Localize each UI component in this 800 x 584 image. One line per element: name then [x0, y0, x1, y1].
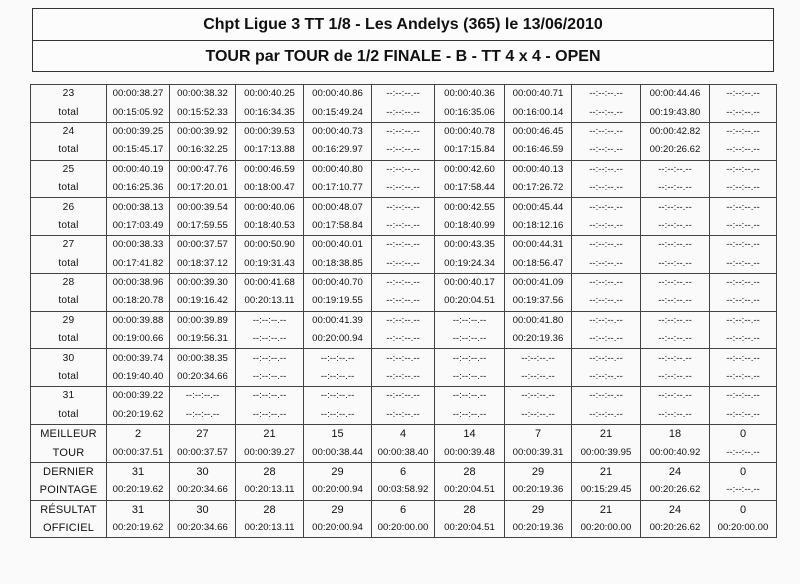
time-cell: 00:00:50.90 — [236, 236, 304, 255]
value-cell: 29 — [304, 500, 372, 519]
time-cell: 00:00:39.30 — [170, 273, 236, 292]
time-cell: 00:20:04.51 — [435, 481, 505, 500]
lap-total-row — [31, 103, 777, 122]
time-cell: --:--:--.-- — [572, 255, 641, 274]
time-cell: 00:20:19.62 — [107, 519, 170, 538]
time-cell: --:--:--.-- — [710, 255, 777, 274]
time-cell: --:--:--.-- — [505, 387, 572, 406]
time-cell: 00:20:04.51 — [435, 519, 505, 538]
time-cell: 00:17:26.72 — [505, 179, 572, 198]
time-cell: 00:00:39.54 — [170, 198, 236, 217]
time-cell: --:--:--.-- — [372, 85, 435, 104]
time-cell: 00:20:13.11 — [236, 481, 304, 500]
time-cell: 00:20:26.62 — [641, 481, 710, 500]
time-cell: --:--:--.-- — [710, 217, 777, 236]
time-cell: --:--:--.-- — [710, 273, 777, 292]
time-cell: --:--:--.-- — [304, 349, 372, 368]
row-label: 27 — [31, 236, 107, 255]
page-subtitle: TOUR par TOUR de 1/2 FINALE - B - TT 4 x 4 - OPEN — [33, 40, 773, 72]
time-cell: --:--:--.-- — [435, 406, 505, 425]
time-cell: 00:00:41.80 — [505, 311, 572, 330]
time-cell: 00:20:00.94 — [304, 519, 372, 538]
time-cell: --:--:--.-- — [710, 387, 777, 406]
time-cell: 00:00:38.44 — [304, 443, 372, 462]
value-cell: 21 — [572, 500, 641, 519]
time-cell: --:--:--.-- — [710, 103, 777, 122]
summary-sub-row — [31, 443, 777, 462]
time-cell: --:--:--.-- — [641, 198, 710, 217]
time-cell: 00:00:48.07 — [304, 198, 372, 217]
lap-total-row — [31, 292, 777, 311]
row-label: POINTAGE — [31, 481, 107, 500]
row-label: total — [31, 368, 107, 387]
value-cell: 15 — [304, 425, 372, 444]
lap-row — [31, 236, 777, 255]
lap-row — [31, 387, 777, 406]
row-label: OFFICIEL — [31, 519, 107, 538]
time-cell: --:--:--.-- — [572, 85, 641, 104]
time-cell: 00:00:40.19 — [107, 160, 170, 179]
time-cell: 00:00:44.31 — [505, 236, 572, 255]
time-cell: --:--:--.-- — [372, 330, 435, 349]
time-cell: 00:18:40.99 — [435, 217, 505, 236]
time-cell: --:--:--.-- — [572, 387, 641, 406]
time-cell: --:--:--.-- — [572, 406, 641, 425]
time-cell: 00:15:49.24 — [304, 103, 372, 122]
time-cell: --:--:--.-- — [710, 292, 777, 311]
time-cell: 00:00:39.95 — [572, 443, 641, 462]
row-label: total — [31, 255, 107, 274]
time-cell: --:--:--.-- — [372, 406, 435, 425]
value-cell: 2 — [107, 425, 170, 444]
time-cell: --:--:--.-- — [641, 179, 710, 198]
time-cell: 00:00:39.48 — [435, 443, 505, 462]
time-cell: 00:00:38.33 — [107, 236, 170, 255]
time-cell: --:--:--.-- — [372, 141, 435, 160]
time-cell: --:--:--.-- — [236, 330, 304, 349]
time-cell: 00:00:39.89 — [170, 311, 236, 330]
time-cell: 00:00:43.35 — [435, 236, 505, 255]
time-cell: 00:20:00.94 — [304, 481, 372, 500]
time-cell: 00:00:40.78 — [435, 122, 505, 141]
value-cell: 28 — [236, 500, 304, 519]
time-cell: --:--:--.-- — [372, 311, 435, 330]
value-cell: 29 — [505, 462, 572, 481]
time-cell: --:--:--.-- — [572, 273, 641, 292]
time-cell: 00:20:26.62 — [641, 141, 710, 160]
time-cell: 00:00:39.92 — [170, 122, 236, 141]
lap-row — [31, 198, 777, 217]
time-cell: --:--:--.-- — [236, 387, 304, 406]
row-label: 28 — [31, 273, 107, 292]
time-cell: --:--:--.-- — [304, 387, 372, 406]
time-cell: 00:18:00.47 — [236, 179, 304, 198]
value-cell: 29 — [505, 500, 572, 519]
time-cell: --:--:--.-- — [372, 236, 435, 255]
value-cell: 28 — [236, 462, 304, 481]
lap-row — [31, 311, 777, 330]
time-cell: --:--:--.-- — [710, 198, 777, 217]
summary-sub-row — [31, 481, 777, 500]
row-label: 26 — [31, 198, 107, 217]
time-cell: --:--:--.-- — [710, 349, 777, 368]
table-body — [31, 85, 777, 538]
time-cell: 00:20:00.00 — [372, 519, 435, 538]
value-cell: 14 — [435, 425, 505, 444]
time-cell: 00:03:58.92 — [372, 481, 435, 500]
time-cell: --:--:--.-- — [710, 236, 777, 255]
value-cell: 31 — [107, 462, 170, 481]
time-cell: 00:00:37.51 — [107, 443, 170, 462]
lap-total-row — [31, 368, 777, 387]
row-label: 31 — [31, 387, 107, 406]
time-cell: --:--:--.-- — [572, 217, 641, 236]
time-cell: 00:00:40.25 — [236, 85, 304, 104]
time-cell: 00:19:40.40 — [107, 368, 170, 387]
time-cell: --:--:--.-- — [572, 292, 641, 311]
value-cell: 21 — [236, 425, 304, 444]
time-cell: --:--:--.-- — [710, 368, 777, 387]
time-cell: 00:17:58.44 — [435, 179, 505, 198]
value-cell: 21 — [572, 462, 641, 481]
time-cell: 00:00:38.35 — [170, 349, 236, 368]
value-cell: 6 — [372, 462, 435, 481]
time-cell: 00:19:19.55 — [304, 292, 372, 311]
time-cell: 00:00:47.76 — [170, 160, 236, 179]
value-cell: 18 — [641, 425, 710, 444]
time-cell: 00:18:38.85 — [304, 255, 372, 274]
time-cell: 00:20:19.62 — [107, 481, 170, 500]
row-label: total — [31, 292, 107, 311]
time-cell: 00:00:40.92 — [641, 443, 710, 462]
value-cell: 30 — [170, 500, 236, 519]
time-cell: --:--:--.-- — [710, 481, 777, 500]
time-cell: --:--:--.-- — [710, 179, 777, 198]
time-cell: 00:17:41.82 — [107, 255, 170, 274]
row-label: DERNIER — [31, 462, 107, 481]
time-cell: 00:20:19.62 — [107, 406, 170, 425]
time-cell: --:--:--.-- — [572, 103, 641, 122]
time-cell: --:--:--.-- — [435, 349, 505, 368]
time-cell: --:--:--.-- — [641, 330, 710, 349]
time-cell: 00:00:45.44 — [505, 198, 572, 217]
time-cell: --:--:--.-- — [372, 387, 435, 406]
value-cell: 24 — [641, 462, 710, 481]
lap-total-row — [31, 406, 777, 425]
time-cell: 00:19:56.31 — [170, 330, 236, 349]
time-cell: --:--:--.-- — [572, 311, 641, 330]
lap-row — [31, 122, 777, 141]
time-cell: --:--:--.-- — [372, 255, 435, 274]
time-cell: 00:20:34.66 — [170, 519, 236, 538]
value-cell: 0 — [710, 462, 777, 481]
time-cell: 00:00:39.31 — [505, 443, 572, 462]
time-cell: 00:00:38.32 — [170, 85, 236, 104]
time-cell: 00:18:20.78 — [107, 292, 170, 311]
time-cell: --:--:--.-- — [435, 387, 505, 406]
time-cell: 00:20:00.00 — [572, 519, 641, 538]
time-cell: --:--:--.-- — [641, 160, 710, 179]
summary-sub-row — [31, 519, 777, 538]
time-cell: --:--:--.-- — [304, 406, 372, 425]
time-cell: 00:19:43.80 — [641, 103, 710, 122]
row-label: 25 — [31, 160, 107, 179]
time-cell: 00:00:42.55 — [435, 198, 505, 217]
lap-times-table — [30, 84, 777, 538]
time-cell: 00:19:00.66 — [107, 330, 170, 349]
time-cell: 00:16:25.36 — [107, 179, 170, 198]
row-label: total — [31, 141, 107, 160]
time-cell: --:--:--.-- — [641, 349, 710, 368]
value-cell: 0 — [710, 425, 777, 444]
time-cell: --:--:--.-- — [572, 330, 641, 349]
time-cell: 00:00:42.82 — [641, 122, 710, 141]
time-cell: 00:00:38.27 — [107, 85, 170, 104]
time-cell: --:--:--.-- — [170, 387, 236, 406]
time-cell: --:--:--.-- — [572, 141, 641, 160]
time-cell: 00:18:56.47 — [505, 255, 572, 274]
time-cell: --:--:--.-- — [435, 330, 505, 349]
time-cell: --:--:--.-- — [572, 368, 641, 387]
time-cell: 00:15:05.92 — [107, 103, 170, 122]
value-cell: 0 — [710, 500, 777, 519]
time-cell: 00:20:13.11 — [236, 292, 304, 311]
time-cell: 00:00:40.36 — [435, 85, 505, 104]
summary-row — [31, 500, 777, 519]
time-cell: --:--:--.-- — [641, 311, 710, 330]
time-cell: 00:20:26.62 — [641, 519, 710, 538]
time-cell: --:--:--.-- — [710, 406, 777, 425]
value-cell: 7 — [505, 425, 572, 444]
time-cell: 00:00:39.74 — [107, 349, 170, 368]
time-cell: --:--:--.-- — [435, 311, 505, 330]
time-cell: 00:00:40.86 — [304, 85, 372, 104]
time-cell: 00:17:58.84 — [304, 217, 372, 236]
lap-row — [31, 160, 777, 179]
time-cell: 00:00:46.59 — [236, 160, 304, 179]
time-cell: 00:18:37.12 — [170, 255, 236, 274]
time-cell: --:--:--.-- — [304, 368, 372, 387]
time-cell: 00:17:13.88 — [236, 141, 304, 160]
time-cell: 00:00:42.60 — [435, 160, 505, 179]
time-cell: --:--:--.-- — [641, 255, 710, 274]
time-cell: --:--:--.-- — [372, 179, 435, 198]
time-cell: --:--:--.-- — [641, 292, 710, 311]
time-cell: 00:00:40.71 — [505, 85, 572, 104]
row-label: 30 — [31, 349, 107, 368]
time-cell: 00:17:59.55 — [170, 217, 236, 236]
time-cell: 00:15:45.17 — [107, 141, 170, 160]
value-cell: 21 — [572, 425, 641, 444]
time-cell: 00:20:19.36 — [505, 519, 572, 538]
value-cell: 6 — [372, 500, 435, 519]
time-cell: 00:16:29.97 — [304, 141, 372, 160]
time-cell: --:--:--.-- — [710, 311, 777, 330]
summary-row — [31, 462, 777, 481]
time-cell: 00:00:39.53 — [236, 122, 304, 141]
time-cell: --:--:--.-- — [372, 122, 435, 141]
time-cell: 00:00:37.57 — [170, 236, 236, 255]
time-cell: --:--:--.-- — [572, 349, 641, 368]
time-cell: 00:00:44.46 — [641, 85, 710, 104]
time-cell: 00:20:34.66 — [170, 481, 236, 500]
time-cell: --:--:--.-- — [641, 236, 710, 255]
time-cell: --:--:--.-- — [641, 273, 710, 292]
time-cell: --:--:--.-- — [572, 122, 641, 141]
value-cell: 4 — [372, 425, 435, 444]
value-cell: 28 — [435, 500, 505, 519]
time-cell: 00:19:37.56 — [505, 292, 572, 311]
time-cell: 00:00:40.06 — [236, 198, 304, 217]
time-cell: --:--:--.-- — [572, 198, 641, 217]
lap-total-row — [31, 141, 777, 160]
time-cell: --:--:--.-- — [710, 443, 777, 462]
time-cell: 00:19:16.42 — [170, 292, 236, 311]
time-cell: 00:20:13.11 — [236, 519, 304, 538]
time-cell: 00:16:46.59 — [505, 141, 572, 160]
time-cell: --:--:--.-- — [236, 349, 304, 368]
lap-row — [31, 273, 777, 292]
row-label: TOUR — [31, 443, 107, 462]
time-cell: --:--:--.-- — [170, 406, 236, 425]
row-label: MEILLEUR — [31, 425, 107, 444]
row-label: total — [31, 406, 107, 425]
time-cell: 00:17:03.49 — [107, 217, 170, 236]
time-cell: 00:19:24.34 — [435, 255, 505, 274]
time-cell: 00:16:34.35 — [236, 103, 304, 122]
time-cell: --:--:--.-- — [710, 122, 777, 141]
time-cell: --:--:--.-- — [641, 387, 710, 406]
time-cell: 00:00:37.57 — [170, 443, 236, 462]
time-cell: --:--:--.-- — [372, 217, 435, 236]
lap-row — [31, 85, 777, 104]
time-cell: --:--:--.-- — [236, 406, 304, 425]
time-cell: --:--:--.-- — [710, 141, 777, 160]
time-cell: 00:20:04.51 — [435, 292, 505, 311]
time-cell: 00:16:00.14 — [505, 103, 572, 122]
time-cell: 00:00:40.13 — [505, 160, 572, 179]
lap-total-row — [31, 255, 777, 274]
time-cell: 00:17:10.77 — [304, 179, 372, 198]
time-cell: 00:00:40.01 — [304, 236, 372, 255]
row-label: total — [31, 217, 107, 236]
time-cell: --:--:--.-- — [505, 368, 572, 387]
time-cell: --:--:--.-- — [572, 160, 641, 179]
time-cell: 00:00:39.27 — [236, 443, 304, 462]
time-cell: --:--:--.-- — [505, 406, 572, 425]
time-cell: --:--:--.-- — [372, 349, 435, 368]
time-cell: --:--:--.-- — [236, 368, 304, 387]
value-cell: 27 — [170, 425, 236, 444]
time-cell: --:--:--.-- — [641, 406, 710, 425]
time-cell: 00:00:40.70 — [304, 273, 372, 292]
summary-row — [31, 425, 777, 444]
time-cell: --:--:--.-- — [641, 368, 710, 387]
time-cell: --:--:--.-- — [505, 349, 572, 368]
time-cell: 00:00:41.68 — [236, 273, 304, 292]
value-cell: 28 — [435, 462, 505, 481]
row-label: RÉSULTAT — [31, 500, 107, 519]
value-cell: 30 — [170, 462, 236, 481]
time-cell: 00:15:29.45 — [572, 481, 641, 500]
time-cell: 00:18:40.53 — [236, 217, 304, 236]
row-label: 29 — [31, 311, 107, 330]
time-cell: 00:00:39.22 — [107, 387, 170, 406]
time-cell: 00:00:39.88 — [107, 311, 170, 330]
time-cell: 00:17:15.84 — [435, 141, 505, 160]
time-cell: --:--:--.-- — [372, 160, 435, 179]
time-cell: 00:20:19.36 — [505, 330, 572, 349]
time-cell: 00:00:46.45 — [505, 122, 572, 141]
value-cell: 31 — [107, 500, 170, 519]
lap-total-row — [31, 330, 777, 349]
row-label: total — [31, 103, 107, 122]
time-cell: 00:16:32.25 — [170, 141, 236, 160]
time-cell: --:--:--.-- — [372, 292, 435, 311]
lap-row — [31, 349, 777, 368]
time-cell: 00:00:39.25 — [107, 122, 170, 141]
time-cell: 00:17:20.01 — [170, 179, 236, 198]
time-cell: 00:00:40.17 — [435, 273, 505, 292]
time-cell: --:--:--.-- — [641, 217, 710, 236]
row-label: total — [31, 330, 107, 349]
time-cell: --:--:--.-- — [572, 179, 641, 198]
time-cell: 00:00:41.39 — [304, 311, 372, 330]
row-label: 24 — [31, 122, 107, 141]
time-cell: --:--:--.-- — [710, 330, 777, 349]
row-label: total — [31, 179, 107, 198]
time-cell: 00:19:31.43 — [236, 255, 304, 274]
time-cell: 00:20:19.36 — [505, 481, 572, 500]
time-cell: --:--:--.-- — [710, 160, 777, 179]
time-cell: --:--:--.-- — [372, 103, 435, 122]
time-cell: --:--:--.-- — [572, 236, 641, 255]
time-cell: 00:00:38.96 — [107, 273, 170, 292]
lap-total-row — [31, 179, 777, 198]
time-cell: --:--:--.-- — [372, 198, 435, 217]
value-cell: 29 — [304, 462, 372, 481]
title-box — [32, 8, 774, 72]
time-cell: --:--:--.-- — [710, 85, 777, 104]
time-cell: 00:00:38.13 — [107, 198, 170, 217]
value-cell: 24 — [641, 500, 710, 519]
time-cell: 00:00:38.40 — [372, 443, 435, 462]
lap-total-row — [31, 217, 777, 236]
time-cell: 00:16:35.06 — [435, 103, 505, 122]
time-cell: 00:20:00.94 — [304, 330, 372, 349]
time-cell: --:--:--.-- — [372, 273, 435, 292]
time-cell: 00:15:52.33 — [170, 103, 236, 122]
row-label: 23 — [31, 85, 107, 104]
time-cell: 00:18:12.16 — [505, 217, 572, 236]
time-cell: 00:00:40.80 — [304, 160, 372, 179]
time-cell: --:--:--.-- — [435, 368, 505, 387]
time-cell: 00:20:34.66 — [170, 368, 236, 387]
time-cell: 00:20:00.00 — [710, 519, 777, 538]
page-title: Chpt Ligue 3 TT 1/8 - Les Andelys (365) le 13/06/2010 — [203, 16, 603, 33]
time-cell: 00:00:40.73 — [304, 122, 372, 141]
time-cell: 00:00:41.09 — [505, 273, 572, 292]
time-cell: --:--:--.-- — [236, 311, 304, 330]
time-cell: --:--:--.-- — [372, 368, 435, 387]
